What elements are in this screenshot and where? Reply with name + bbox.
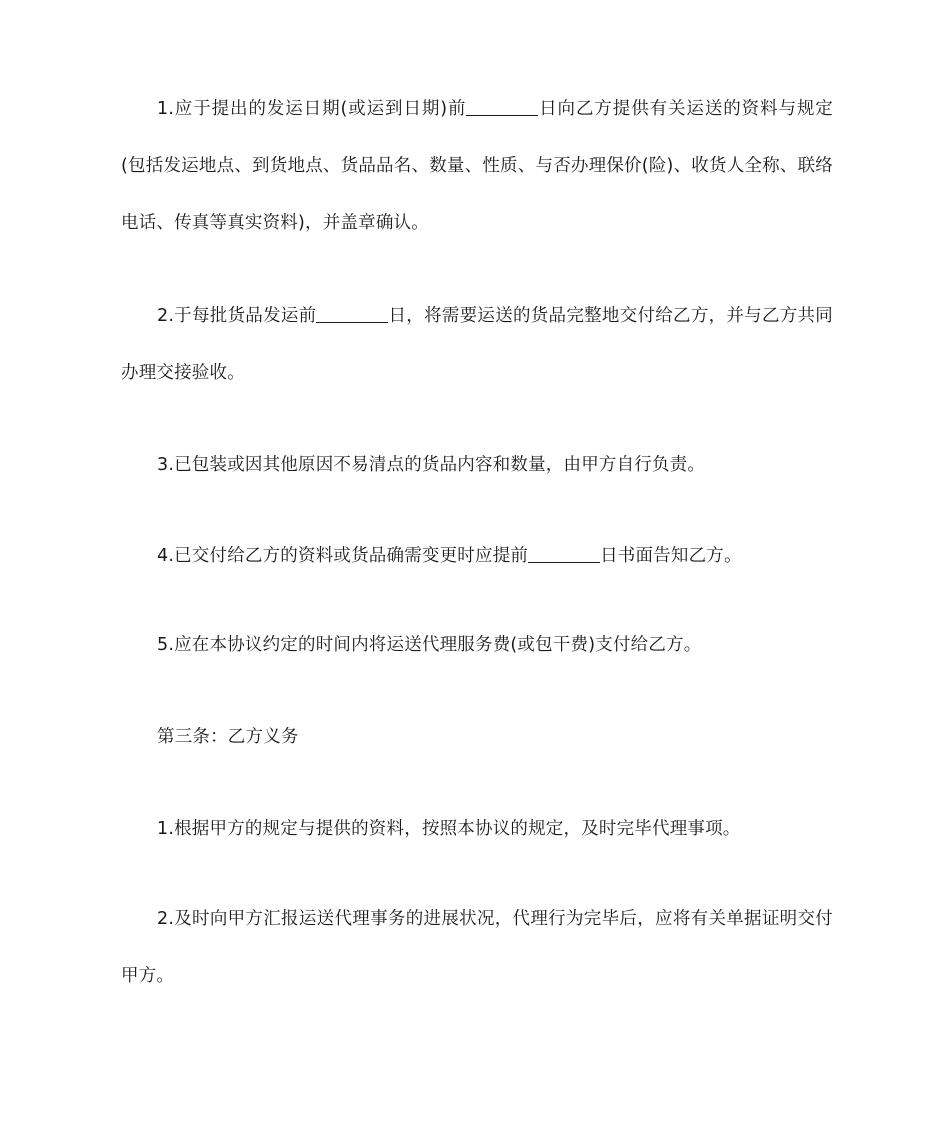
- fill-in-blank[interactable]: [528, 545, 600, 564]
- fill-in-blank[interactable]: [466, 98, 538, 117]
- clause-2-item-4: [121, 528, 833, 585]
- section-heading-article-3: 第三条：乙方义务: [157, 727, 299, 747]
- clause-text: 1.应于提出的发运日期(或运到日期)前: [157, 99, 467, 119]
- clause-2-item-5: 5.应在本协议约定的时间内将运送代理服务费(或包干费)支付给乙方。: [157, 635, 702, 655]
- clause-text: 日向乙方提供有关运送的资料与规定(包括发运地点、到货地点、货品品名、数量、性质、与否办理保价(险)、收货人全称、联络电话、传真等真实资料)，并盖章确认。: [121, 99, 833, 233]
- clause-2-item-2: [121, 288, 833, 402]
- clause-text: 2.于每批货品发运前: [157, 306, 317, 326]
- clause-2-item-3: 3.已包装或因其他原因不易清点的货品内容和数量，由甲方自行负责。: [157, 455, 706, 475]
- clause-text: 日书面告知乙方。: [600, 546, 742, 566]
- clause-2-item-1: [121, 81, 833, 252]
- clause-text: 日，将需要运送的货品完整地交付给乙方，并与乙方共同办理交接验收。: [121, 306, 833, 383]
- clause-text: 4.已交付给乙方的资料或货品确需变更时应提前: [157, 546, 529, 566]
- clause-3-item-1: 1.根据甲方的规定与提供的资料，按照本协议的规定，及时完毕代理事项。: [157, 819, 741, 839]
- clause-3-item-2: 2.及时向甲方汇报运送代理事务的进展状况，代理行为完毕后，应将有关单据证明交付甲方。: [121, 909, 833, 986]
- fill-in-blank[interactable]: [316, 305, 388, 324]
